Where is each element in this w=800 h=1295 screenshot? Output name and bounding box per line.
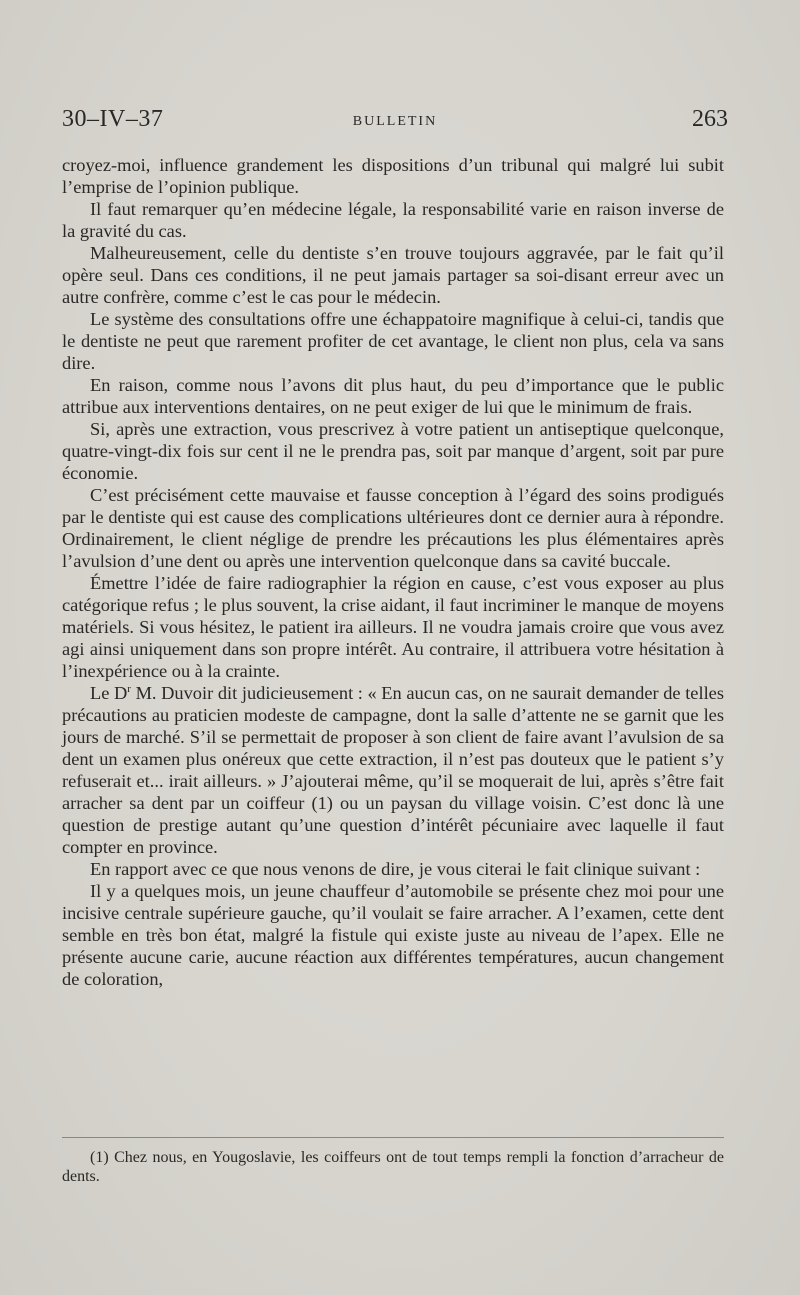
paragraph: Il faut remarquer qu’en médecine légale, la responsabilité varie en raison inverse de la gravité du cas. [62,199,724,241]
paragraph: Si, après une extraction, vous prescrivez à votre patient un antiseptique quelconque, quatre-vingt-dix fois sur cent il ne le prendra pas, soit par manque d’argent, soit par pure économie. [62,419,724,483]
paragraph: Malheureusement, celle du dentiste s’en trouve toujours aggravée, par le fait qu’il opère seul. Dans ces conditions, il ne peut jamais partager sa soi-disant erreur avec un autre confrère, comme c’est le cas pour le médecin. [62,243,724,307]
superscript: r [127,682,131,695]
page-number: 263 [692,106,728,132]
paragraph-text-rest: M. Duvoir dit judicieusement : « En aucun cas, on ne saurait demander de telles précautions au praticien modeste de campagne, dont la salle d’attente ne se garnit que les jours de marché. S’il se permettait de proposer à son client de faire avant l’avulsion de sa dent un examen plus onéreux que cette extraction, il n’est pas douteux que le patient s’y refuserait et... irait ailleurs. » J’ajouterai même, qu’il se moquerait de lui, après s’être fait arracher sa dent par un coiffeur (1) ou un paysan du village voisin. C’est donc là une question de prestige autant qu’une question d’intérêt pécuniaire avec laquelle il faut compter en province. [62,683,724,857]
header-date: 30–IV–37 [62,106,164,132]
paragraph-text-start: Le D [90,683,128,703]
header-title: BULLETIN [352,114,438,129]
body-text [62,154,724,990]
paragraph: En rapport avec ce que nous venons de dire, je vous citerai le fait clinique suivant : [90,859,701,879]
paragraph-quote [62,682,724,858]
paragraph: Il y a quelques mois, un jeune chauffeur d’automobile se présente chez moi pour une incisive centrale supérieure gauche, qu’il voulait se faire arracher. A l’examen, cette dent semble en très bon état, malgré la fistule qui existe juste au niveau de l’apex. Elle ne présente aucune carie, aucune réaction aux différentes températures, aucun changement de coloration, [62,881,724,989]
paragraph: Le système des consultations offre une échappatoire magnifique à celui-ci, tandis que le dentiste ne peut que rarement profiter de cet avantage, le client non plus, cela va sans dire. [62,309,724,373]
paragraph: En raison, comme nous l’avons dit plus haut, du peu d’importance que le public attribue aux interventions dentaires, on ne peut exiger de lui que le minimum de frais. [62,375,724,417]
running-header [62,104,728,138]
paragraph: Émettre l’idée de faire radiographier la région en cause, c’est vous exposer au plus catégorique refus ; le plus souvent, la crise aidant, il faut incriminer le manque de moyens matériels. Si vous hésitez, le patient ira ailleurs. Il ne voudra jamais croire que vous avez agi ainsi uniquement dans son propre intérêt. Au contraire, il attribuera votre hésitation à l’inexpérience ou à la crainte. [62,573,724,681]
paragraph: croyez-moi, influence grandement les dispositions d’un tribunal qui malgré lui subit l’emprise de l’opinion publique. [62,155,724,197]
footnote-divider [62,1137,724,1138]
paragraph: C’est précisément cette mauvaise et fausse conception à l’égard des soins prodigués par le dentiste qui est cause des complications ultérieures dont ce dernier aura à répondre. Ordinairement, le client néglige de prendre les précautions les plus élémentaires après l’avulsion d’une dent ou après une intervention quelconque dans sa cavité buccale. [62,485,724,571]
footnote [62,1148,724,1186]
footnote-text: (1) Chez nous, en Yougoslavie, les coiffeurs ont de tout temps rempli la fonction d’arracheur de dents. [62,1149,724,1185]
